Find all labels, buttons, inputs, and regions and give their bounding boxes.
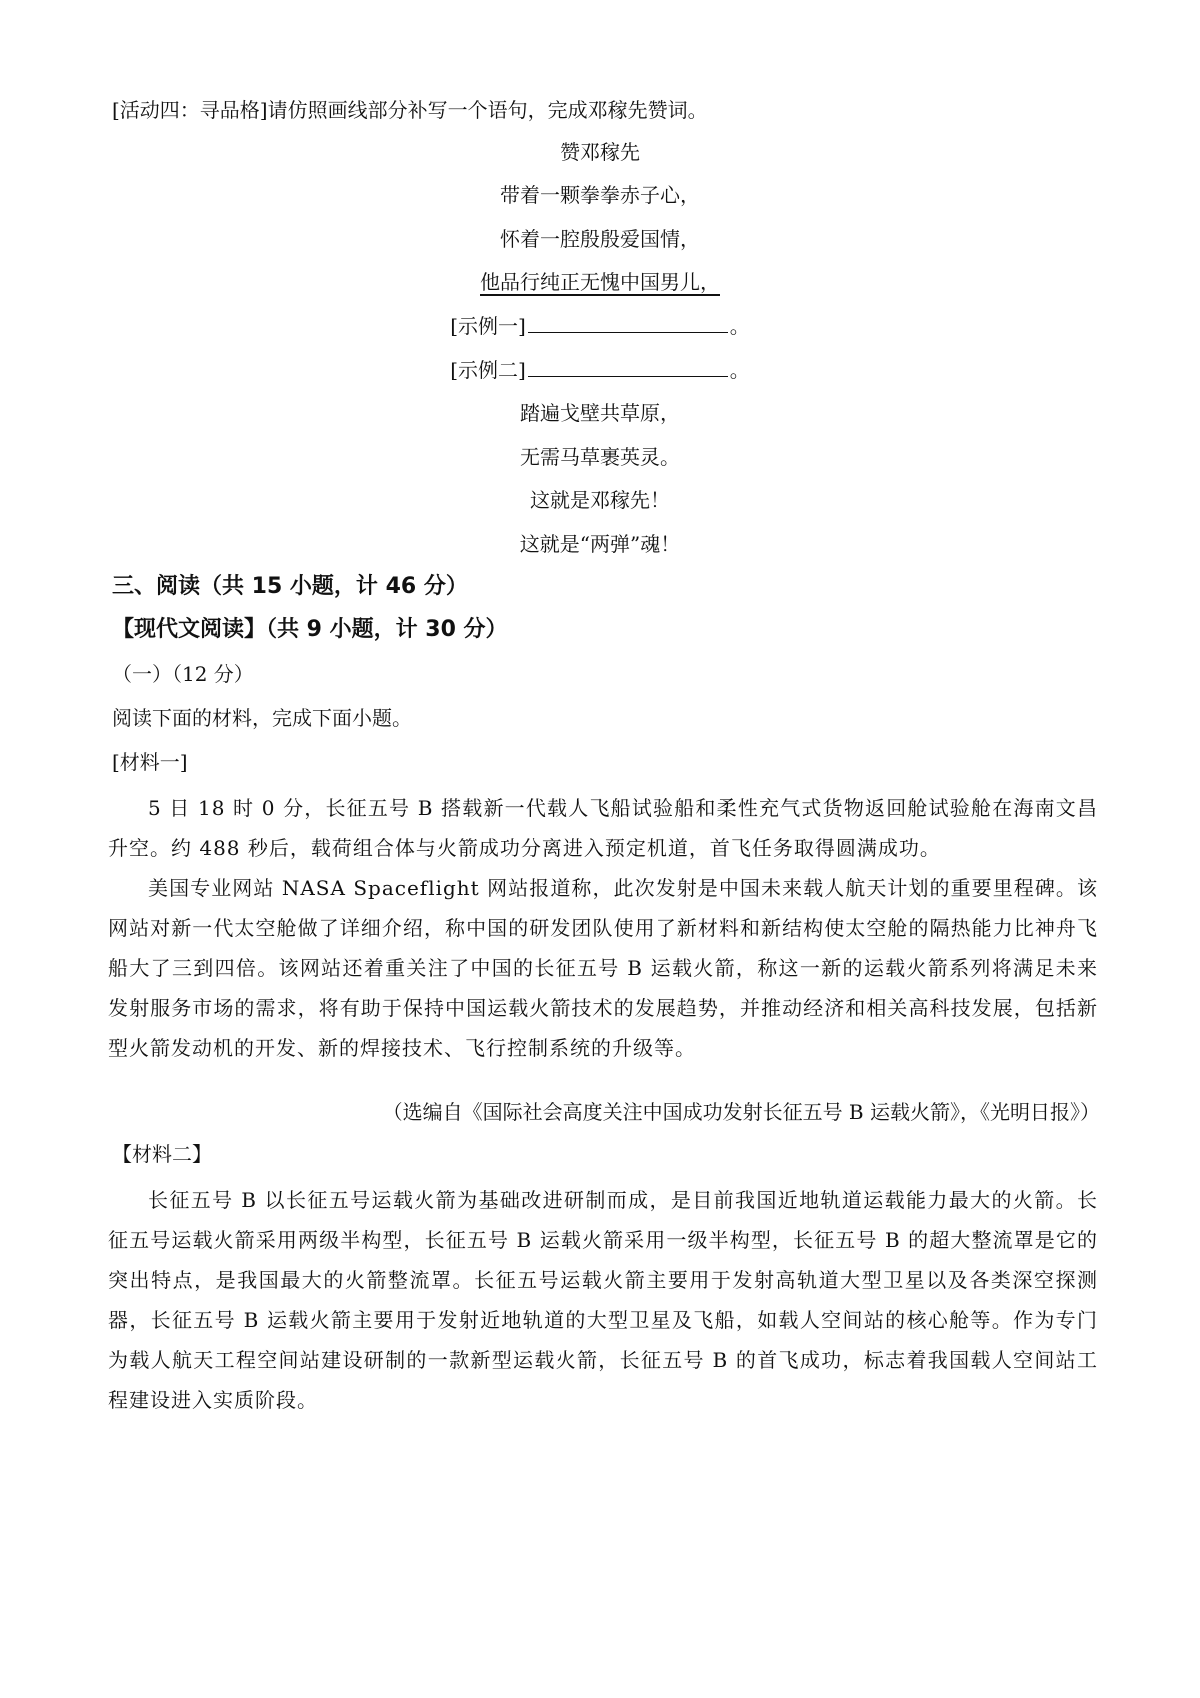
material1-paragraph1: 5 日 18 时 0 分，长征五号 B 搭载新一代载人飞船试验船和柔性充气式货物返回舱试验舱在海南文昌升空。约 488 秒后，载荷组合体与火箭成功分离进入预定机道，首飞任务取得圆满成功。	[108, 796, 1098, 860]
underlined-line	[0, 268, 1200, 296]
section-subheading: 【现代文阅读】（共 9 小题，计 30 分）	[112, 617, 508, 642]
poem-title: 赞邓稼先	[560, 140, 640, 164]
material2-paragraph: 长征五号 B 以长征五号运载火箭为基础改进研制而成，是目前我国近地轨道运载能力最大的火箭。长征五号运载火箭采用两级半构型，长征五号 B 运载火箭采用一级半构型，长征五号 B 的超大整流罩是它的突出特点，是我国最大的火箭整流罩。长征五号运载火箭主要用于发射高轨道大型卫星以及各类深空探测器，长征五号 B 运载火箭主要用于发射近地轨道的大型卫星及飞船，如载人空间站的核心舱等。作为专门为载人航天工程空间站建设研制的一款新型运载火箭，长征五号 B 的首飞成功，标志着我国载人空间站工程建设进入实质阶段。	[108, 1188, 1098, 1412]
poem-line: 这就是“两弹”魂！	[519, 532, 681, 556]
underlined-text: 他品行纯正无愧中国男儿，	[480, 270, 720, 294]
example1-row	[0, 312, 1200, 340]
material1-label: [材料一]	[112, 750, 188, 774]
reading-instruction: 阅读下面的材料，完成下面小题。	[112, 706, 412, 730]
example2-label: [示例二]	[450, 358, 526, 382]
poem-line: 这就是邓稼先！	[530, 488, 670, 512]
poem-line: 踏遍戈壁共草原，	[520, 401, 680, 425]
material2-label: 【材料二】	[112, 1142, 212, 1166]
part-heading: （一）（12 分）	[112, 662, 254, 686]
poem-line: 无需马草裹英灵。	[520, 445, 680, 469]
example2-blank[interactable]	[528, 356, 728, 377]
example2-row	[0, 356, 1200, 384]
poem-line: 带着一颗拳拳赤子心，	[500, 183, 700, 207]
example1-end: 。	[729, 314, 750, 338]
material1-source: （选编自《国际社会高度关注中国成功发射长征五号 B 运载火箭》，《光明日报》）	[382, 1100, 1100, 1124]
activity-instruction: [活动四：寻品格]请仿照画线部分补写一个语句，完成邓稼先赞词。	[112, 98, 708, 122]
example1-blank[interactable]	[528, 312, 728, 333]
material1-paragraph2: 美国专业网站 NASA Spaceflight 网站报道称，此次发射是中国未来载人航天计划的重要里程碑。该网站对新一代太空舱做了详细介绍，称中国的研发团队使用了新材料和新结构使太空舱的隔热能力比神舟飞船大了三到四倍。该网站还着重关注了中国的长征五号 B 运载火箭，称这一新的运载火箭系列将满足未来发射服务市场的需求，将有助于保持中国运载火箭技术的发展趋势，并推动经济和相关高科技发展，包括新型火箭发动机的开发、新的焊接技术、飞行控制系统的升级等。	[108, 876, 1098, 1060]
example1-label: [示例一]	[450, 314, 526, 338]
poem-line: 怀着一腔殷殷爱国情，	[500, 227, 700, 251]
example2-end: 。	[729, 358, 750, 382]
section-heading: 三、阅读（共 15 小题，计 46 分）	[112, 574, 468, 599]
